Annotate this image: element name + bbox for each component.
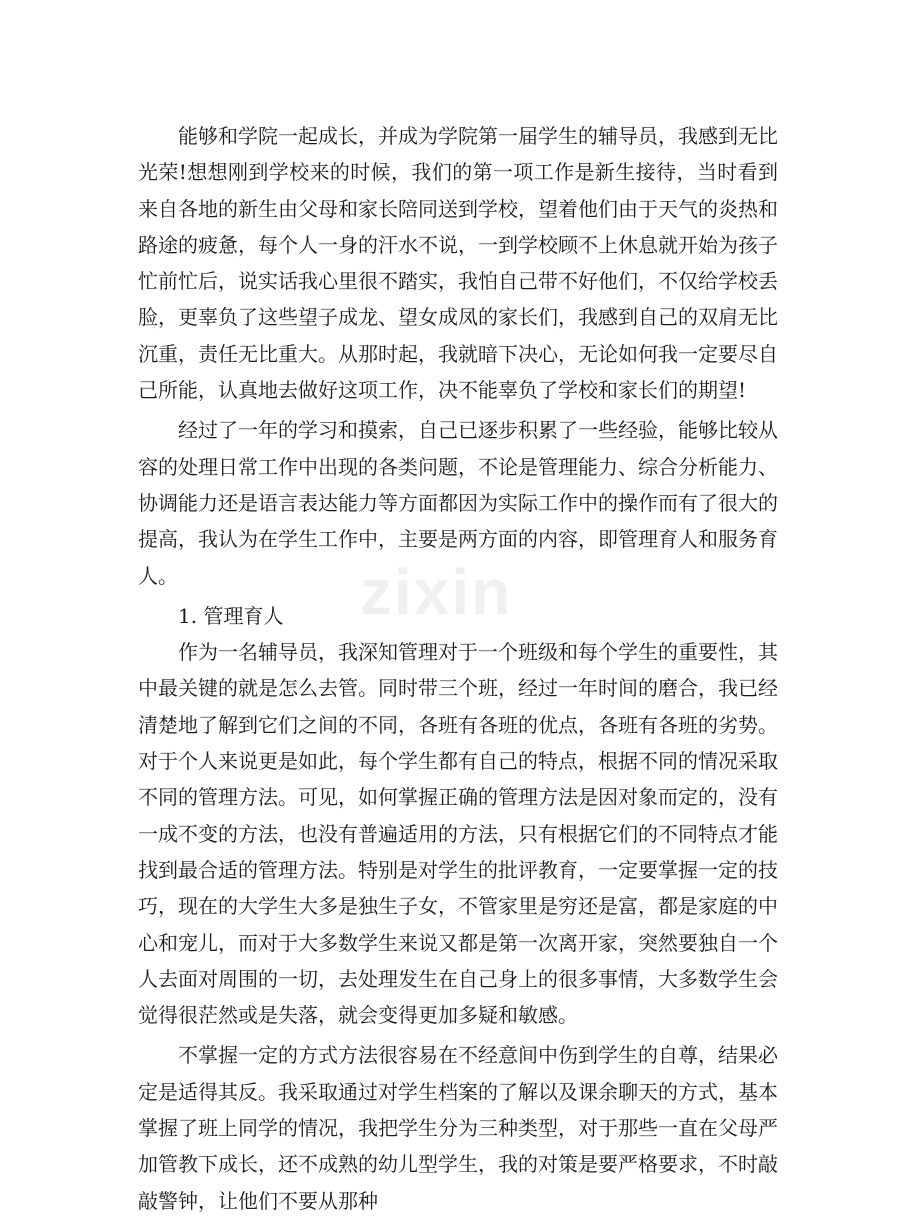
document-body (138, 118, 778, 1219)
paragraph-intro: 能够和学院一起成长，并成为学院第一届学生的辅导员，我感到无比光荣!想想刚到学校来的时候，我们的第一项工作是新生接待，当时看到来自各地的新生由父母和家长陪同送到学校，望着他们由于天气的炎热和路途的疲惫，每个人一身的汗水不说，一到学校顾不上休息就开始为孩子忙前忙后，说实话我心里很不踏实，我怕自己带不好他们，不仅给学校丢脸，更辜负了这些望子成龙、望女成凤的家长们，我感到自己的双肩无比沉重，责任无比重大。从那时起，我就暗下决心，无论如何我一定要尽自己所能，认真地去做好这项工作，决不能辜负了学校和家长们的期望! (138, 124, 778, 403)
paragraph-methods: 不掌握一定的方式方法很容易在不经意间中伤到学生的自尊，结果必定是适得其反。我采取通过对学生档案的了解以及课余聊天的方式，基本掌握了班上同学的情况，我把学生分为三种类型，对于那些一直在父母严加管教下成长，还不成熟的幼儿型学生，我的对策是要严格要求，不时敲敲警钟，让他们不要从那种 (138, 1043, 778, 1213)
paragraph-management: 作为一名辅导员，我深知管理对于一个班级和每个学生的重要性，其中最关键的就是怎么去管。同时带三个班，经过一年时间的磨合，我已经清楚地了解到它们之间的不同，各班有各班的优点，各班有各班的劣势。对于个人来说更是如此，每个学生都有自己的特点，根据不同的情况采取不同的管理方法。可见，如何掌握正确的管理方法是因对象而定的，没有一成不变的方法，也没有普遍适用的方法，只有根据它们的不同特点才能找到最合适的管理方法。特别是对学生的批评教育，一定要掌握一定的技巧，现在的大学生大多是独生子女，不管家里是穷还是富，都是家庭的中心和宠儿，而对于大多数学生来说又都是第一次离开家，突然要独自一个人去面对周围的一切，去处理发生在自己身上的很多事情，大多数学生会觉得很茫然或是失落，就会变得更加多疑和敏感。 (138, 640, 778, 1028)
paragraph-experience: 经过了一年的学习和摸索，自己已逐步积累了一些经验，能够比较从容的处理日常工作中出现的各类问题，不论是管理能力、综合分析能力、协调能力还是语言表达能力等方面都因为实际工作中的操作而有了很大的提高，我认为在学生工作中，主要是两方面的内容，即管理育人和服务育人。 (138, 418, 778, 588)
section-heading: 1. 管理育人 (178, 603, 284, 628)
watermark-logo: zixin (360, 556, 513, 628)
